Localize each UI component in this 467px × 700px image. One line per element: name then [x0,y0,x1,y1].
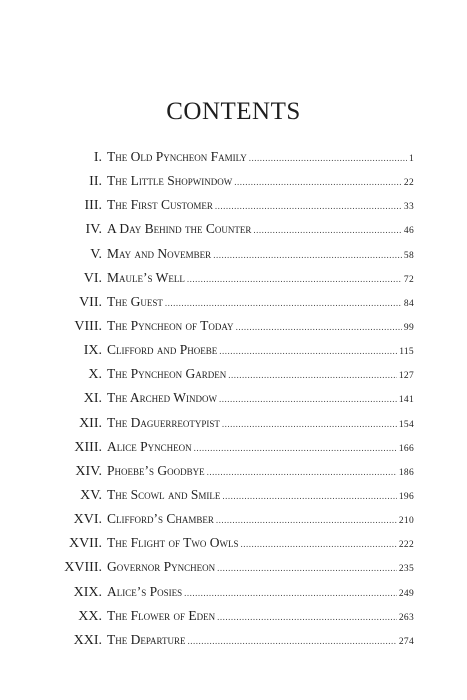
toc-entry [60,318,414,342]
page-number: 186 [398,467,414,478]
chapter-title: Alice’s Posies [107,583,183,599]
chapter-title: The First Customer [107,197,213,213]
toc-entry [60,390,414,414]
chapter-number: V. [90,246,102,262]
toc-entry [60,439,414,463]
dot-leader [228,370,397,380]
page-number: 22 [403,178,414,189]
toc-entry [60,487,414,511]
chapter-title: The Guest [107,293,163,309]
toc-entry [60,294,414,318]
page-number: 127 [398,371,414,382]
chapter-title: The Departure [107,631,186,647]
page-number: 72 [403,274,414,285]
toc-entry [60,463,414,487]
toc-entry [60,584,414,608]
dot-leader [219,346,397,356]
chapter-title: Alice Pyncheon [107,438,192,454]
chapter-title: The Little Shopwindow [107,173,233,189]
dot-leader [187,274,402,284]
toc-entry [60,632,414,656]
chapter-title: Phoebe’s Goodbye [107,462,205,478]
dot-leader [194,443,397,453]
page-number: 58 [403,250,414,261]
chapter-number: XVII. [68,536,102,552]
chapter-title: The Old Pyncheon Family [107,149,247,164]
page-number: 115 [399,347,414,358]
chapter-number: XX. [78,608,102,624]
dot-leader [222,419,397,429]
chapter-title: A Day Behind the Counter [107,221,252,237]
chapter-number: VII. [79,294,102,310]
chapter-title: The Scowl and Smile [107,486,221,502]
chapter-title: Clifford and Phoebe [107,342,218,358]
chapter-number: X. [88,367,102,383]
dot-leader [207,467,397,477]
chapter-number: VI. [83,270,102,286]
chapter-title: The Flight of Two Owls [107,535,239,551]
dot-leader [222,491,396,501]
toc-entry [60,197,414,221]
page-number: 46 [403,226,414,237]
page-number: 84 [403,298,414,309]
page-number: 196 [398,491,414,502]
chapter-number: XVIII. [64,560,102,576]
page-number: 222 [398,540,414,551]
chapter-number: XIII. [74,439,102,455]
chapter-number: III. [84,198,102,214]
dot-leader [184,588,397,598]
chapter-title: May and November [107,245,212,261]
chapter-number: XVI. [73,512,102,528]
chapter-number: XII. [79,415,102,431]
toc-entry [60,149,414,173]
page-number: 249 [398,588,414,599]
dot-leader [241,539,397,549]
chapter-title: The Pyncheon of Today [107,317,234,333]
chapter-title: The Arched Window [107,390,217,406]
chapter-number: VIII. [74,318,102,334]
dot-leader [249,153,407,163]
chapter-title: The Flower of Eden [107,607,216,623]
chapter-title: Clifford’s Chamber [107,511,214,527]
chapter-number: XXI. [73,632,102,648]
page-number: 33 [403,202,414,213]
dot-leader [234,177,402,187]
chapter-number: IV. [85,222,102,238]
chapter-number: XI. [83,391,102,407]
page-title: CONTENTS [166,98,301,125]
dot-leader [253,225,401,235]
chapter-number: XV. [80,487,102,503]
page-number: 1 [408,154,414,164]
toc-entry [60,511,414,535]
dot-leader [213,250,402,260]
dot-leader [236,322,402,332]
toc-entry [60,366,414,390]
toc-entry [60,246,414,270]
chapter-title: The Daguerreotypist [107,414,220,430]
chapter-title: Governor Pyncheon [107,559,216,575]
dot-leader [217,563,397,573]
table-of-contents [60,149,414,656]
page-number: 166 [398,443,414,454]
chapter-title: The Pyncheon Garden [107,366,227,382]
chapter-title: Maule’s Well [107,269,185,285]
page-number: 154 [398,419,414,430]
toc-entry [60,559,414,583]
dot-leader [165,298,402,308]
dot-leader [216,515,397,525]
chapter-number: II. [89,174,102,190]
toc-entry [60,415,414,439]
dot-leader [188,636,397,646]
page-number: 263 [398,612,414,623]
page-number: 141 [398,395,414,406]
chapter-number: I. [93,150,102,165]
chapter-number: XIX. [73,584,102,600]
toc-entry [60,342,414,366]
chapter-number: XIV. [75,463,102,479]
dot-leader [217,612,397,622]
page-number: 210 [398,516,414,527]
dot-leader [215,201,402,211]
chapter-number: IX. [83,343,102,359]
page-number: 99 [403,322,414,333]
dot-leader [219,394,397,404]
toc-entry [60,608,414,632]
page-number: 274 [398,636,414,647]
toc-entry [60,221,414,245]
toc-entry [60,173,414,197]
page-number: 235 [398,564,414,575]
toc-entry [60,270,414,294]
toc-entry [60,535,414,559]
